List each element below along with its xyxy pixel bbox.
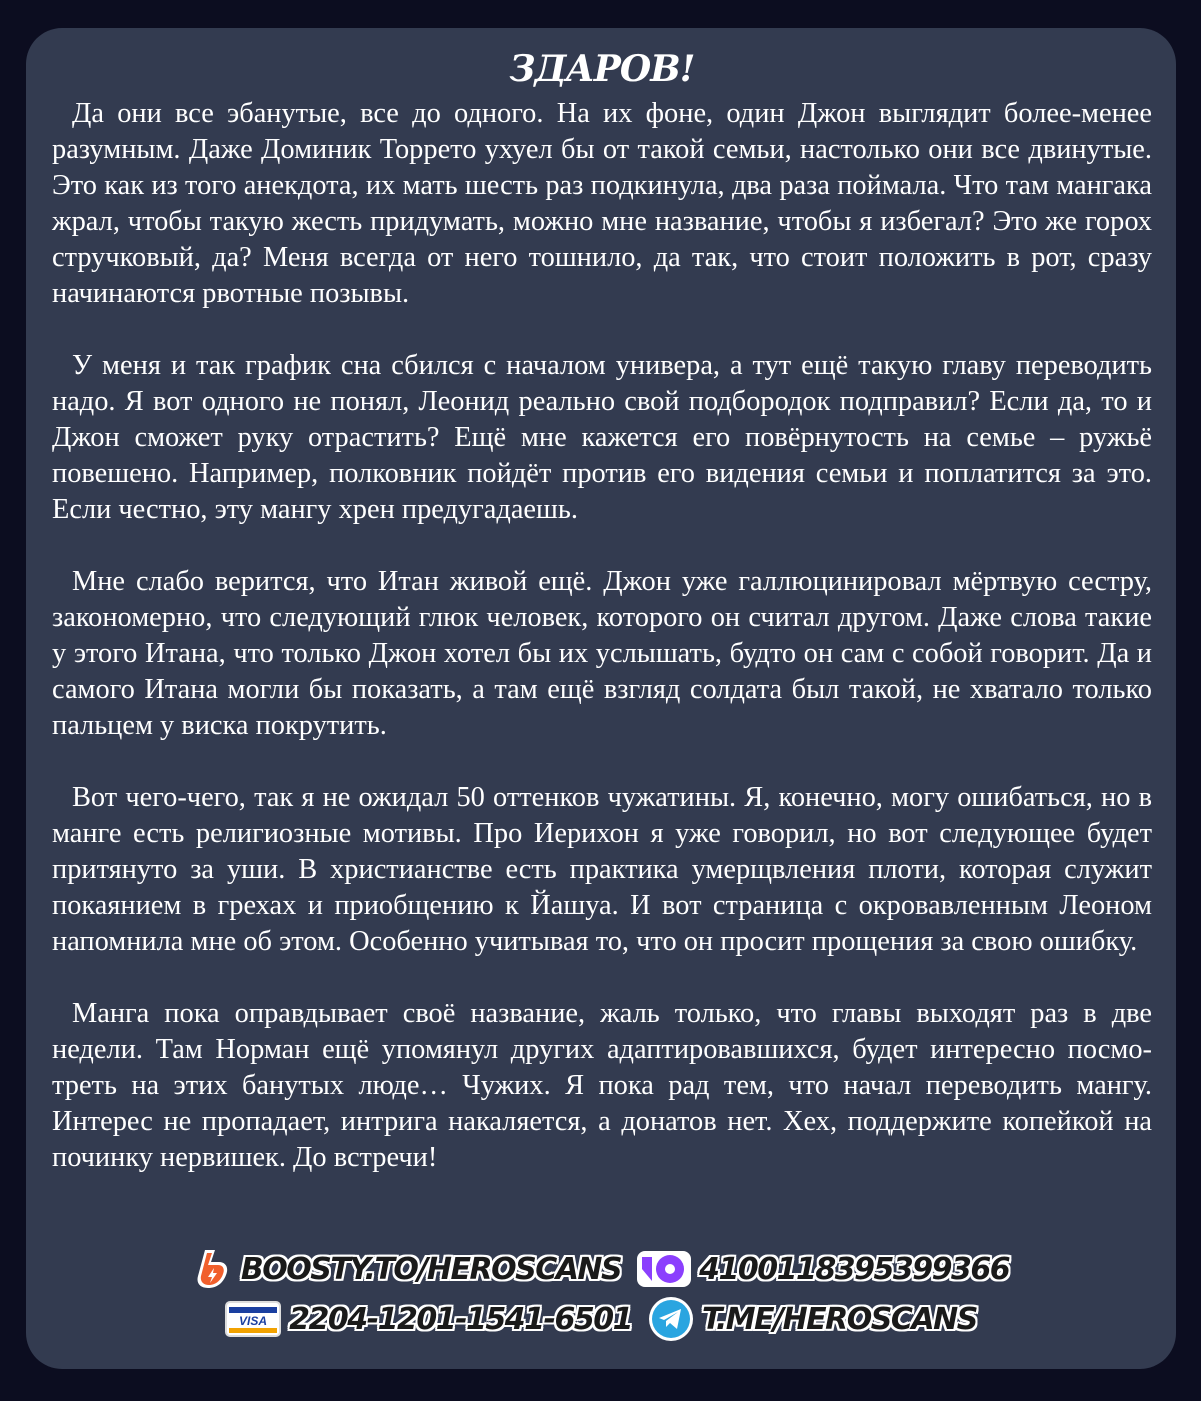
paragraph-4: Вот чего-чего, так я не ожидал 50 оттенков чужатины. Я, конечно, могу ошибаться, но в манге есть религиозные мотивы. Про Иерихон я уже говорил, но вот следующее будет притянуто за уши. В христианстве есть практика умерщвления плоти, которая служит покаянием в грехах и приобщению к Йашуа. И вот страница с окровавленным Леоном напомнила мне об этом. Особенно учитывая то, что он просит прощения за свою ошибку. — [52, 782, 1152, 957]
donation-footer — [26, 1246, 1176, 1346]
paragraph-1: Да они все эбанутые, все до одного. На их фоне, один Джон выглядит более-менее разумным. Даже Доминик Торрето ухуел бы от такой семьи, настолько они все двинутые. Это как из того анекдота, их мать шесть раз подкинула, два раза поймала. Что там мангака жрал, чтобы такую жесть придумать, можно мне название, чтобы я избегал? Это же горох стручковый, да? Меня всегда от него тошнило, да так, что стоит положить в рот, сразу начинаются рвотные позывы. — [52, 98, 1152, 309]
boosty-link[interactable] — [193, 1248, 621, 1290]
telegram-url: T.ME/HEROSCANS — [702, 1301, 977, 1337]
svg-text:VISA: VISA — [239, 1314, 268, 1328]
paragraph-2: У меня и так график сна сбился с началом универа, а тут ещё такую главу переводить надо. Я вот одного не понял, Леонид реально свой подбородок подправил? Если да, то и Джон сможет руку отрастить? Ещё мне кажется его повёрнутость на семье – ружьё повешено. Например, полковник пойдёт против его видения семьи и поплатится за это. Если честно, эту мангу хрен предугадаешь. — [52, 350, 1152, 525]
yoomoney-icon — [637, 1251, 691, 1287]
page-title: ЗДАРОВ! — [509, 48, 695, 90]
yoomoney-link[interactable] — [637, 1251, 1009, 1287]
paragraph-3: Мне слабо верится, что Итан живой ещё. Джон уже галлюцинировал мёртвую сестру, закономерно, что следующий глюк человек, которого он считал другом. Даже слова такие у этого Итана, что только Джон хотел бы их услышать, будто он сам с собой говорит. Да и самого Итана могли бы показать, а там ещё взгляд солдата был такой, не хватало только пальцем у виска покрутить. — [52, 566, 1152, 741]
card-number: 2204-1201-1541-6501 — [289, 1301, 632, 1337]
visa-card-icon — [225, 1301, 281, 1337]
boosty-icon — [193, 1248, 233, 1290]
paragraph-5: Манга пока оправдывает своё название, жаль только, что главы выходят раз в две недели. Там Норман ещё упомянул других адаптировавшихся, будет интересно посмотреть на этих банутых люде… Чужих. Я пока рад тем, что начал переводить мангу. Интерес не пропадает, интрига накаляется, а донатов нет. Хех, поддержите копейкой на починку нервишек. До встречи! — [52, 998, 1152, 1173]
boosty-url: BOOSTY.TO/HEROSCANS — [240, 1251, 622, 1287]
visa-card[interactable] — [225, 1301, 632, 1337]
yoomoney-wallet: 4100118395399366 — [699, 1251, 1010, 1287]
telegram-icon — [648, 1296, 694, 1342]
message-card — [26, 28, 1176, 1369]
message-body — [52, 96, 1152, 1176]
footer-row-2 — [26, 1296, 1176, 1342]
telegram-link[interactable] — [648, 1296, 977, 1342]
footer-row-1 — [26, 1246, 1176, 1292]
